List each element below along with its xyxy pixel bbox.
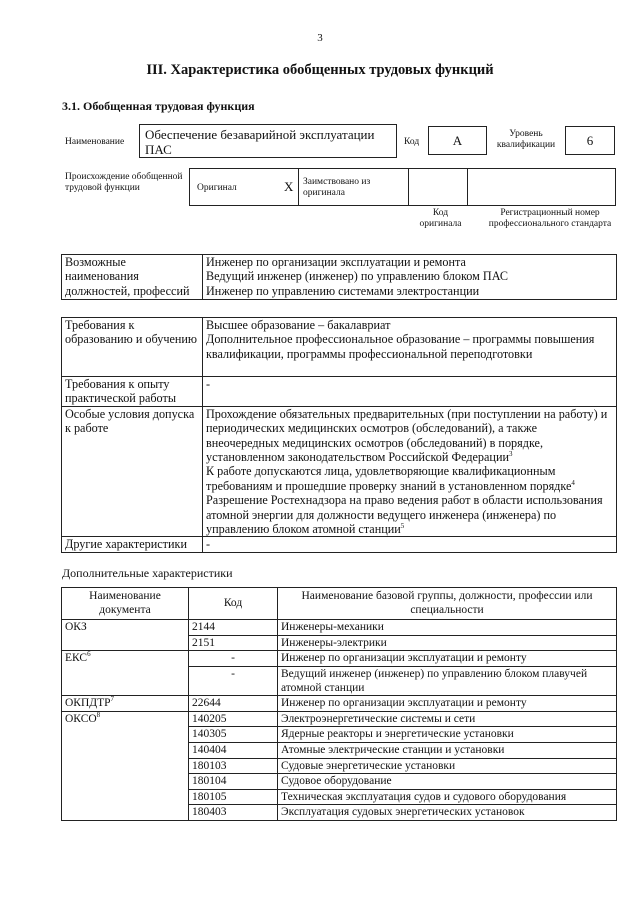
special-condition: Разрешение Ростехнадзора на право ведения работ в области использования атомной энергии для должности ведущего инженера (инженера) по управлению блоком атомной станции$^5$: [206, 493, 603, 537]
reg-number-caption: Регистрационный номер профессионального стандарта: [488, 208, 612, 229]
origin-divider-3: [467, 169, 468, 205]
additional-title: Дополнительные характеристики: [62, 566, 233, 580]
special-conditions-label: Особые условия допуска к работе: [62, 406, 203, 537]
footnote-ref: 7: [110, 695, 115, 704]
positions-label: Возможные наименования должностей, профессий: [62, 255, 203, 300]
code-original-caption: Код оригинала: [419, 208, 462, 229]
row-code: 140404: [189, 742, 278, 758]
section-title: III. Характеристика обобщенных трудовых функций: [146, 62, 494, 78]
table-row: [62, 651, 617, 667]
level-label: Уровень квалификации: [496, 129, 556, 150]
row-name: Ведущий инженер (инженер) по управлению блоком плавучей атомной станции: [278, 666, 617, 695]
footnote-ref: 6: [87, 650, 91, 659]
footnote-ref: 3: [509, 449, 513, 458]
table-row: [62, 696, 617, 712]
original-label: Оригинал: [197, 183, 237, 193]
row-code: 22644: [189, 696, 278, 712]
row-code: 180105: [189, 789, 278, 805]
requirements-table: [61, 317, 617, 553]
code-value: А: [428, 126, 487, 155]
page-number: 3: [317, 32, 323, 44]
footnote-ref: 4: [571, 478, 575, 487]
origin-box: [189, 168, 616, 206]
additional-table: [61, 587, 617, 821]
row-name: Судовые энергетические установки: [278, 758, 617, 774]
origin-divider-1: [298, 169, 299, 205]
doc-okz: ОКЗ: [62, 620, 189, 651]
name-label: Наименование: [65, 137, 125, 147]
row-code: 2151: [189, 635, 278, 651]
origin-divider-2: [408, 169, 409, 205]
row-name: Электроэнергетические системы и сети: [278, 711, 617, 727]
row-name: Инженеры-электрики: [278, 635, 617, 651]
row-name: Атомные электрические станции и установки: [278, 742, 617, 758]
education-line: Высшее образование – бакалавриат: [206, 318, 391, 332]
row-code: -: [189, 651, 278, 667]
borrowed-label: Заимствовано из оригинала: [303, 177, 371, 198]
row-name: Эксплуатация судовых энергетических установок: [278, 805, 617, 821]
col-header-code: Код: [189, 588, 278, 620]
positions-table: [61, 254, 617, 300]
row-code: 2144: [189, 620, 278, 636]
subsection-title: 3.1. Обобщенная трудовая функция: [62, 99, 255, 113]
experience-label: Требования к опыту практической работы: [62, 377, 203, 407]
row-code: 180403: [189, 805, 278, 821]
row-name: Инженер по организации эксплуатации и ремонту: [278, 651, 617, 667]
doc-okso: ОКСО$^8$: [62, 711, 189, 820]
position-item: Инженер по управлению системами электростанции: [206, 283, 480, 298]
row-name: Инженеры-механики: [278, 620, 617, 636]
position-item: Инженер по организации эксплуатации и ремонта: [206, 255, 466, 269]
special-conditions-value: [203, 406, 617, 537]
position-item: Ведущий инженер (инженер) по управлению блоком ПАС: [206, 269, 509, 284]
level-value: 6: [565, 126, 615, 155]
education-line: Дополнительное профессиональное образование – программы повышения квалификации, программы профессиональной переподготовки: [206, 332, 595, 361]
special-condition: Прохождение обязательных предварительных (при поступлении на работу) и периодических медицинских осмотров (обследований), а также внеочередных медицинских осмотров (обследований) в порядке, установленном законодательством Российской Федерации$^3$: [206, 406, 608, 465]
row-code: -: [189, 666, 278, 695]
original-mark: Х: [284, 179, 294, 194]
origin-label: Происхождение обобщенной трудовой функции: [65, 172, 183, 193]
code-label: Код: [404, 137, 420, 147]
row-code: 140305: [189, 727, 278, 743]
doc-eks: ЕКС$^6$: [62, 651, 189, 696]
col-header-document: Наименование документа: [62, 588, 189, 620]
special-condition: К работе допускаются лица, удовлетворяющие квалификационным требованиям и прошедшие проверку знаний в установленном порядке$^4$: [206, 464, 575, 493]
experience-value: -: [203, 377, 617, 407]
row-code: 180103: [189, 758, 278, 774]
positions-list: [203, 255, 617, 300]
col-header-name: Наименование базовой группы, должности, профессии или специальности: [278, 588, 617, 620]
doc-okpdtr: ОКПДТР$^7$: [62, 696, 189, 712]
footnote-ref: 8: [96, 710, 101, 719]
row-code: 180104: [189, 774, 278, 790]
row-name: Ядерные реакторы и энергетические установки: [278, 727, 617, 743]
row-code: 140205: [189, 711, 278, 727]
education-value: [203, 318, 617, 377]
education-label: Требования к образованию и обучению: [62, 318, 203, 377]
row-name: Инженер по организации эксплуатации и ремонту: [278, 696, 617, 712]
function-name-value: Обеспечение безаварийной эксплуатации ПАС: [139, 124, 397, 158]
row-name: Судовое оборудование: [278, 774, 617, 790]
table-row: [62, 620, 617, 636]
row-name: Техническая эксплуатация судов и судового оборудования: [278, 789, 617, 805]
other-value: -: [203, 537, 617, 552]
table-row: [62, 711, 617, 727]
footnote-ref: 5: [400, 522, 405, 530]
other-label: Другие характеристики: [62, 537, 203, 552]
